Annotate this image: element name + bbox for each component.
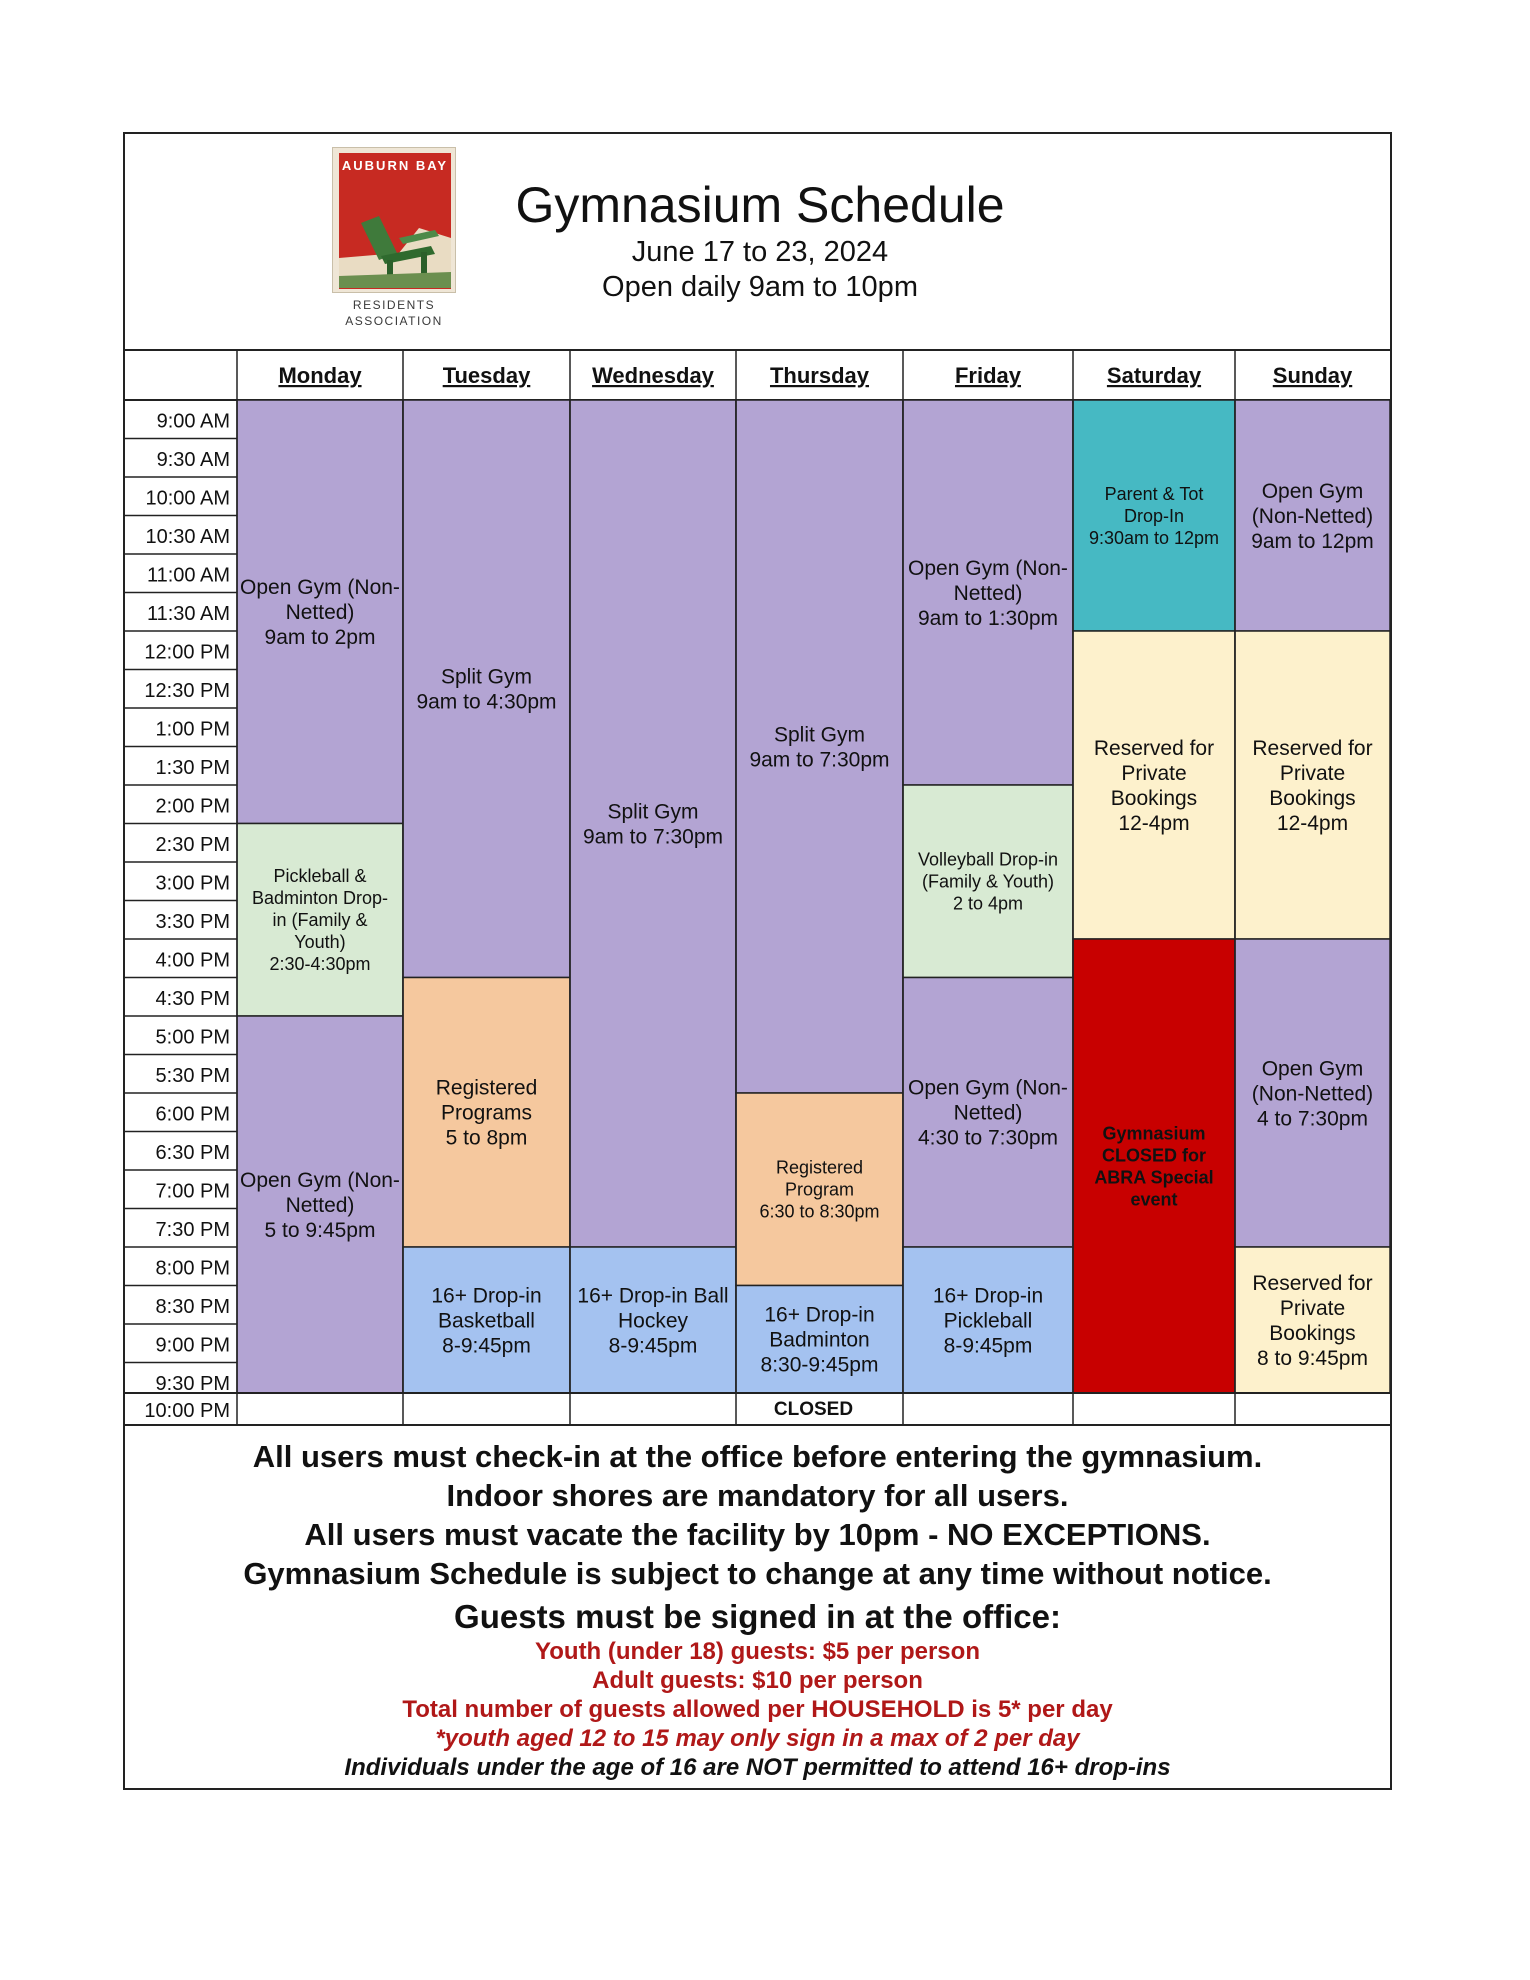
time-label: 9:00 AM — [156, 410, 230, 433]
time-label: 3:00 PM — [155, 872, 230, 895]
block-text: Private — [1121, 761, 1187, 785]
block-text: Netted) — [285, 1193, 355, 1217]
block-text: 8:30-9:45pm — [760, 1353, 879, 1377]
time-label: 8:30 PM — [155, 1295, 230, 1318]
schedule-block — [736, 400, 903, 1093]
time-label: 7:30 PM — [155, 1218, 230, 1241]
block-text: Programs — [440, 1101, 533, 1125]
schedule-block — [1073, 631, 1235, 939]
block-text: Registered — [435, 1076, 538, 1100]
block-text: 16+ Drop-in Ball — [577, 1284, 729, 1308]
time-label: 10:00 PM — [144, 1400, 230, 1422]
block-text: ABRA Special — [1094, 1167, 1214, 1188]
block-text: Program — [784, 1179, 855, 1200]
block-text: 9am to 1:30pm — [917, 606, 1059, 630]
block-text: Open Gym (Non- — [240, 1168, 400, 1192]
block-text: Bookings — [1269, 786, 1356, 810]
logo-title: AUBURN BAY — [341, 158, 449, 173]
time-label: 7:00 PM — [155, 1180, 230, 1203]
block-text: Open Gym (Non- — [240, 576, 400, 600]
schedule-block — [1235, 631, 1390, 939]
block-text: Volleyball Drop-in — [917, 849, 1059, 870]
block-text: 9am to 12pm — [1251, 529, 1374, 553]
block-text: 5 to 8pm — [445, 1126, 528, 1150]
block-text: Open Gym (Non- — [908, 1076, 1068, 1100]
block-text: Pickleball — [943, 1309, 1033, 1333]
block-text: Open Gym — [1261, 479, 1364, 503]
block-text: 9am to 7:30pm — [582, 825, 724, 849]
day-header-friday: Friday — [954, 363, 1022, 388]
page-title: Gymnasium Schedule — [515, 177, 1005, 233]
block-text: 9am to 7:30pm — [749, 748, 890, 772]
block-text: Badminton Drop- — [251, 888, 389, 909]
time-label: 1:30 PM — [155, 756, 230, 779]
block-text: Split Gym — [440, 665, 533, 689]
block-text: Basketball — [438, 1309, 535, 1333]
time-label: 12:00 PM — [144, 641, 230, 664]
block-text: in (Family & — [272, 910, 368, 931]
block-text: Badminton — [769, 1328, 870, 1352]
rules-and-notes — [125, 1437, 1390, 1783]
block-text: Parent & Tot — [1104, 483, 1204, 504]
block-text: 16+ Drop-in — [431, 1284, 542, 1308]
block-text: 8-9:45pm — [943, 1334, 1033, 1358]
time-label: 6:00 PM — [155, 1103, 230, 1126]
block-text: 2 to 4pm — [952, 893, 1024, 914]
schedule-block — [570, 400, 736, 1247]
block-text: Reserved for — [1252, 736, 1373, 760]
youth-sign-in-limit: *youth aged 12 to 15 may only sign in a max of 2 per day — [435, 1725, 1080, 1752]
rule-schedule-change: Gymnasium Schedule is subject to change at any time without notice. — [243, 1556, 1272, 1591]
block-text: Registered — [775, 1157, 864, 1178]
time-label: 4:00 PM — [155, 949, 230, 972]
block-text: Split Gym — [773, 723, 866, 747]
block-text: 16+ Drop-in — [932, 1284, 1044, 1308]
block-text: 9am to 2pm — [264, 626, 376, 650]
block-text: (Family & Youth) — [921, 871, 1055, 892]
guests-heading: Guests must be signed in at the office: — [454, 1598, 1061, 1635]
block-text: CLOSED for — [1101, 1145, 1207, 1166]
day-header-tuesday: Tuesday — [442, 363, 531, 388]
time-label: 9:30 PM — [155, 1372, 230, 1395]
block-text: 16+ Drop-in — [764, 1303, 875, 1327]
time-label: 2:30 PM — [155, 833, 230, 856]
block-text: Bookings — [1269, 1321, 1356, 1345]
block-text: Netted) — [953, 581, 1023, 605]
day-header-monday: Monday — [278, 363, 362, 388]
block-text: (Non-Netted) — [1251, 504, 1374, 528]
block-text: 4:30 to 7:30pm — [917, 1126, 1059, 1150]
block-text: Bookings — [1110, 786, 1198, 810]
block-text: Pickleball & — [273, 866, 367, 887]
age-restriction: Individuals under the age of 16 are NOT permitted to attend 16+ drop-ins — [344, 1754, 1171, 1781]
rule-indoor-shoes: Indoor shores are mandatory for all users. — [446, 1478, 1069, 1513]
block-text: Reserved for — [1252, 1271, 1373, 1295]
time-label: 10:00 AM — [145, 487, 230, 510]
block-text: Netted) — [285, 601, 355, 625]
block-text: Open Gym — [1261, 1057, 1364, 1081]
block-text: 8-9:45pm — [442, 1334, 531, 1358]
block-text: Split Gym — [607, 800, 699, 824]
time-label: 11:30 AM — [146, 602, 230, 625]
block-text: Netted) — [953, 1101, 1023, 1125]
time-label: 3:30 PM — [155, 910, 230, 933]
block-text: 4 to 7:30pm — [1257, 1107, 1368, 1131]
block-text: 12-4pm — [1118, 811, 1190, 835]
time-label: 4:30 PM — [155, 987, 230, 1010]
day-header-wednesday: Wednesday — [592, 363, 714, 388]
time-label: 2:00 PM — [155, 795, 230, 818]
logo-subtitle-text: RESIDENTS ASSOCIATION — [345, 298, 443, 328]
time-label: 5:00 PM — [155, 1026, 230, 1049]
block-text: Private — [1279, 1296, 1346, 1320]
block-text: Gymnasium — [1102, 1123, 1206, 1144]
day-header-sunday: Sunday — [1272, 363, 1353, 388]
schedule-block — [403, 400, 570, 978]
block-text: 9am to 4:30pm — [416, 690, 557, 714]
block-text: 9:30am to 12pm — [1088, 527, 1220, 548]
date-range: June 17 to 23, 2024 — [631, 236, 889, 268]
block-text: Reserved for — [1093, 736, 1215, 760]
closed-label: CLOSED — [773, 1399, 854, 1420]
block-text: (Non-Netted) — [1251, 1082, 1374, 1106]
adult-guest-fee: Adult guests: $10 per person — [592, 1667, 923, 1694]
block-text: 6:30 to 8:30pm — [759, 1201, 880, 1222]
time-label: 10:30 AM — [145, 525, 230, 548]
day-header-thursday: Thursday — [769, 363, 870, 388]
time-label: 11:00 AM — [146, 564, 230, 587]
time-label: 6:30 PM — [155, 1141, 230, 1164]
block-text: Private — [1279, 761, 1346, 785]
rule-vacate: All users must vacate the facility by 10pm - NO EXCEPTIONS. — [304, 1517, 1211, 1552]
youth-guest-fee: Youth (under 18) guests: $5 per person — [535, 1638, 980, 1665]
household-guest-limit: Total number of guests allowed per HOUSEHOLD is 5* per day — [402, 1696, 1113, 1723]
time-label: 9:00 PM — [155, 1334, 230, 1357]
schedule-block — [1235, 1247, 1390, 1393]
block-text: event — [1130, 1189, 1178, 1210]
block-text: 5 to 9:45pm — [264, 1218, 376, 1242]
rule-check-in: All users must check-in at the office before entering the gymnasium. — [252, 1439, 1263, 1474]
time-label: 5:30 PM — [155, 1064, 230, 1087]
day-header-saturday: Saturday — [1106, 363, 1202, 388]
block-text: Hockey — [617, 1309, 689, 1333]
block-text: Youth) — [294, 932, 346, 953]
block-text: 2:30-4:30pm — [269, 954, 371, 975]
block-text: 8-9:45pm — [608, 1334, 698, 1358]
time-label: 8:00 PM — [155, 1257, 230, 1280]
opening-hours: Open daily 9am to 10pm — [602, 271, 918, 303]
block-text: 12-4pm — [1276, 811, 1349, 835]
block-text: 8 to 9:45pm — [1257, 1346, 1368, 1370]
time-label: 9:30 AM — [156, 448, 230, 471]
time-label: 12:30 PM — [144, 679, 230, 702]
block-text: Open Gym (Non- — [908, 556, 1068, 580]
block-text: Drop-In — [1123, 505, 1185, 526]
schedule-block — [1073, 939, 1235, 1393]
time-label: 1:00 PM — [155, 718, 230, 741]
